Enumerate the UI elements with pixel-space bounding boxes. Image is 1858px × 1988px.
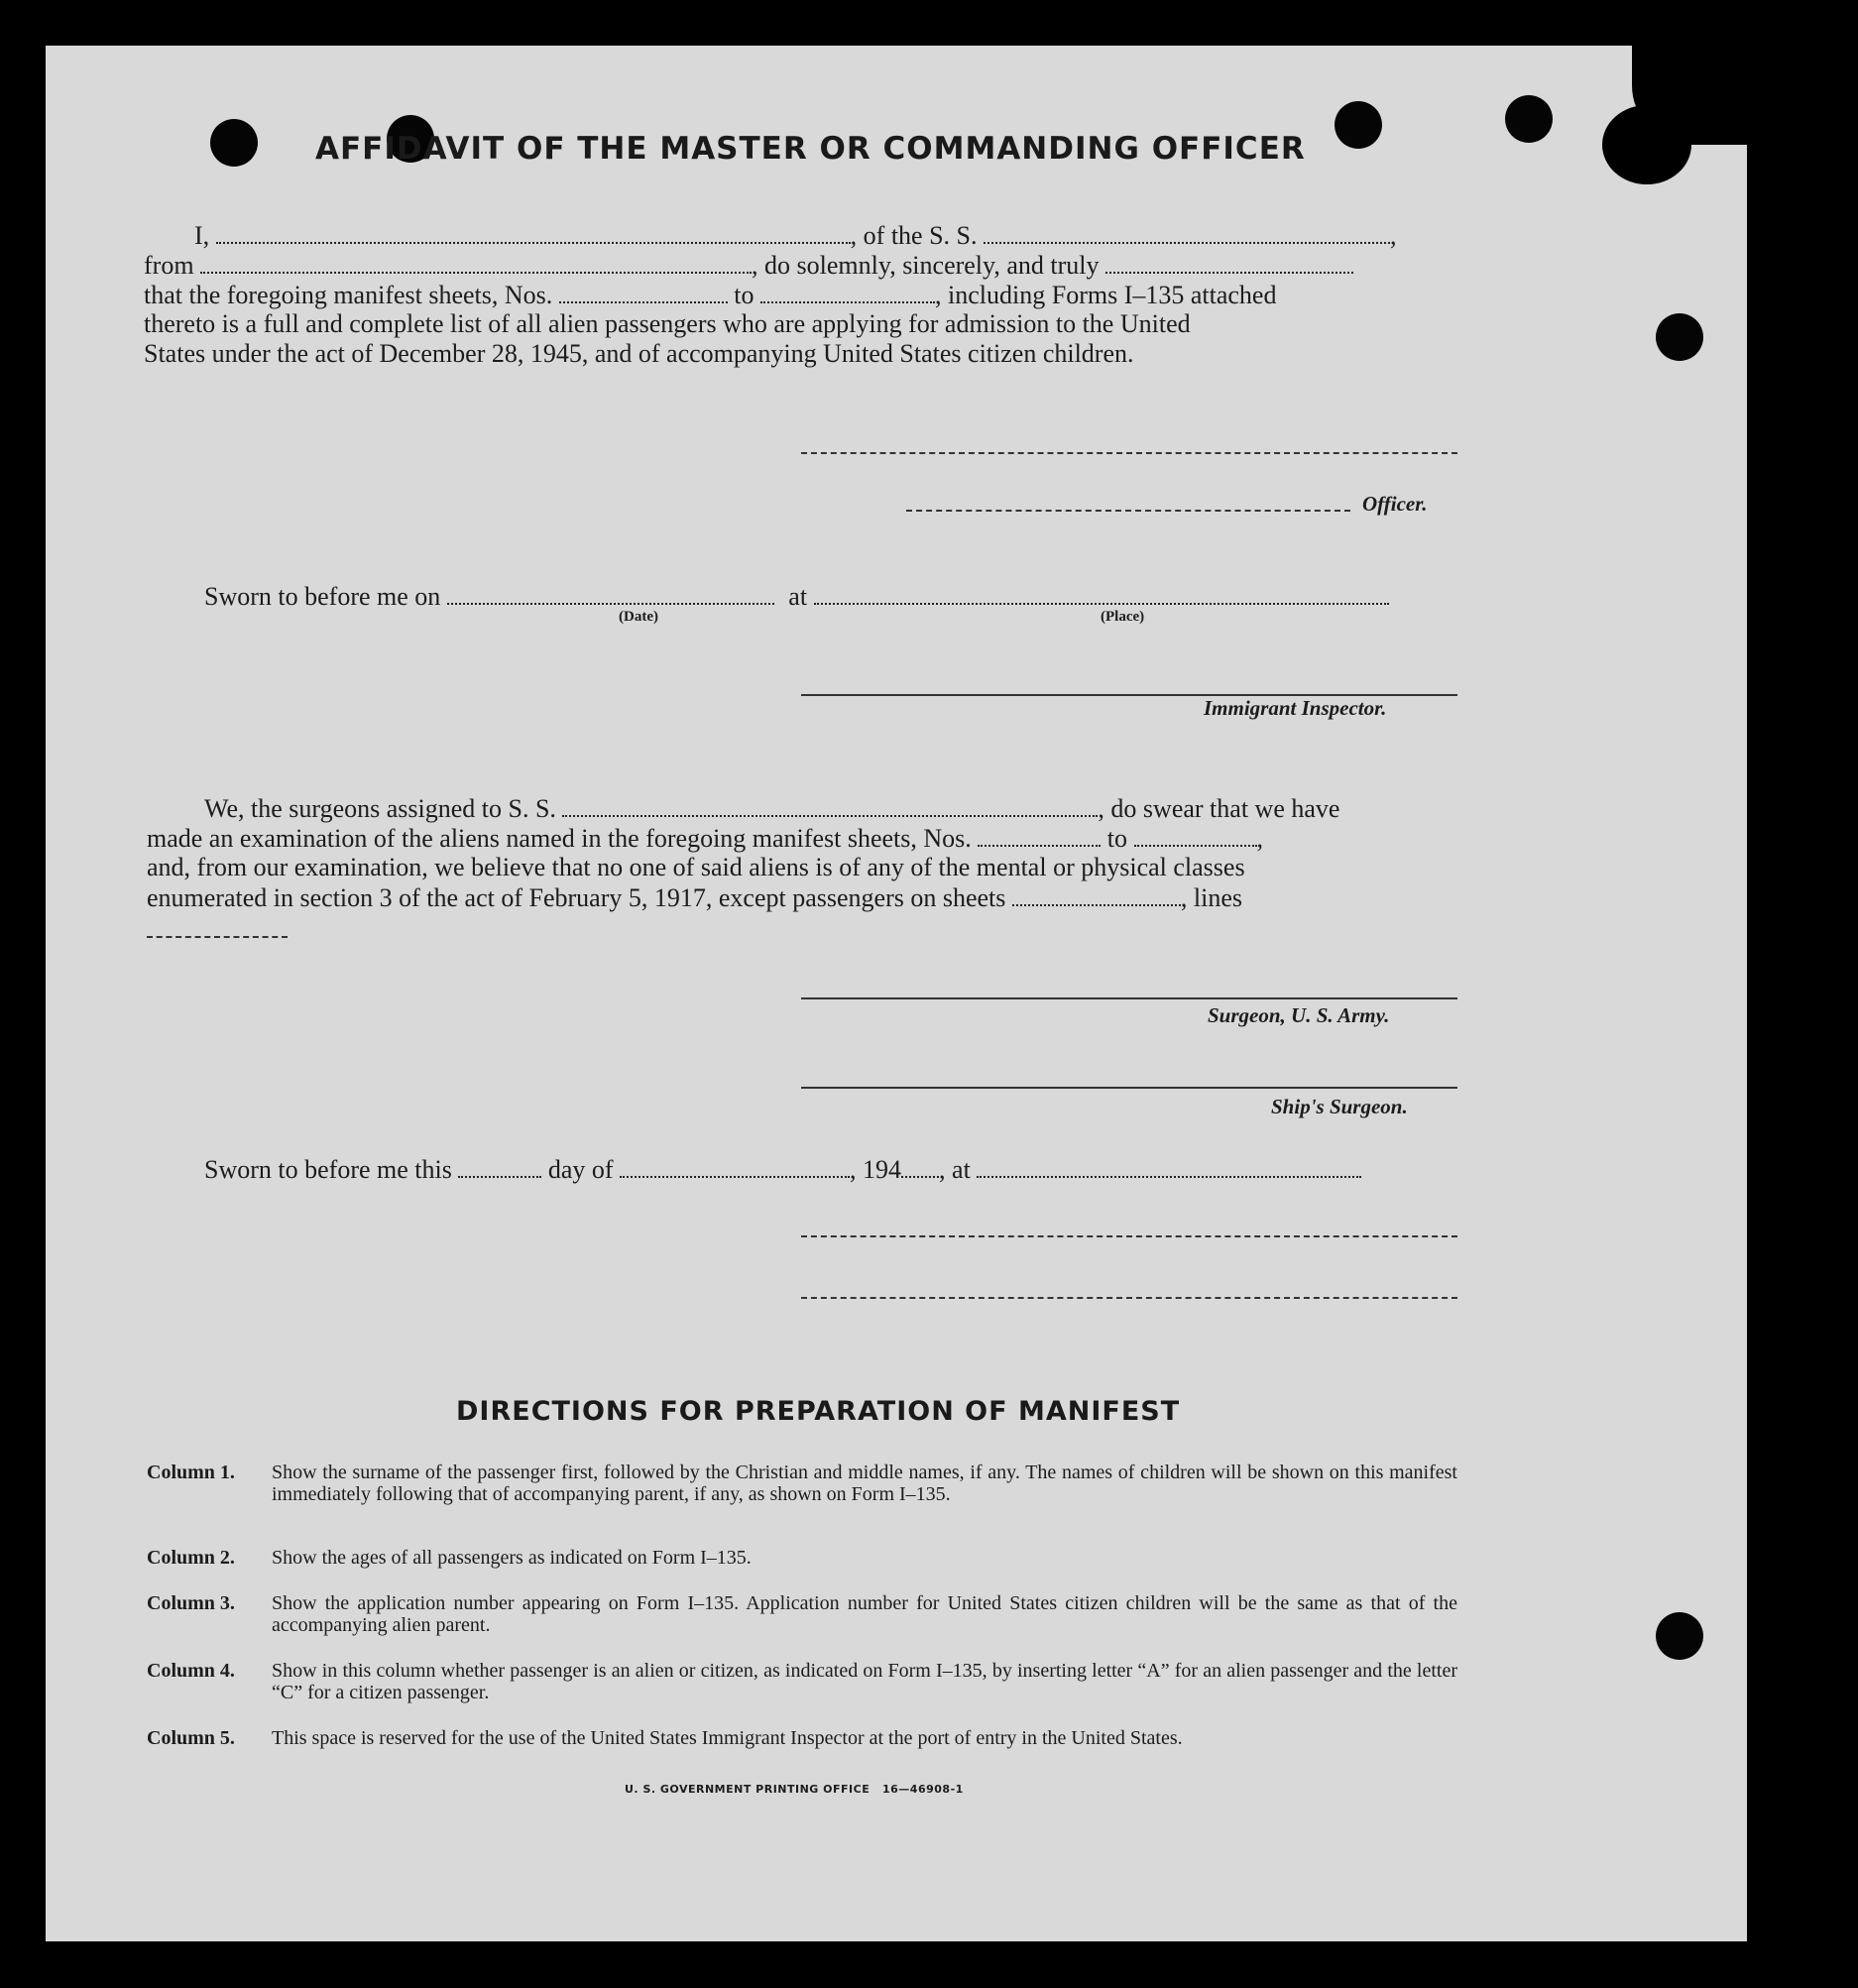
direction-text: Show the application number appearing on Form I–135. Application number for United States citizen children will be the same as that of the accompanying alien parent. bbox=[272, 1592, 1457, 1636]
text-enumerated: enumerated in section 3 of the act of February 5, 1917, except passengers on sheets bbox=[147, 883, 1006, 912]
inspector-label: Immigrant Inspector. bbox=[1204, 696, 1387, 720]
sheet-from-blank[interactable] bbox=[559, 280, 728, 303]
text-i: I, bbox=[194, 221, 210, 250]
text-manifest-sheets: that the foregoing manifest sheets, Nos. bbox=[144, 281, 553, 309]
sworn-signature-line-2[interactable] bbox=[801, 1297, 1457, 1299]
sworn-signature-line-1[interactable] bbox=[801, 1235, 1457, 1237]
sworn-line-2 bbox=[204, 1154, 1361, 1185]
text-sworn: Sworn to before me on bbox=[204, 582, 441, 611]
surgeons-line-1 bbox=[204, 793, 1339, 824]
direction-label: Column 5. bbox=[147, 1727, 235, 1749]
form-sheet bbox=[46, 46, 1747, 1941]
sheet-to-blank[interactable] bbox=[760, 280, 935, 303]
except-sheets-blank[interactable] bbox=[1012, 882, 1181, 906]
torn-corner-edge bbox=[1602, 105, 1691, 184]
date-blank[interactable] bbox=[447, 581, 774, 605]
text-at: , at bbox=[939, 1155, 971, 1184]
affidavit-line-1 bbox=[194, 220, 1397, 251]
swear-blank[interactable] bbox=[1105, 250, 1353, 274]
punch-hole bbox=[1335, 101, 1382, 149]
army-surgeon-signature-line[interactable] bbox=[801, 997, 1457, 999]
affidavit-line-5: States under the act of December 28, 1945, and of accompanying United States citizen children. bbox=[144, 339, 1134, 368]
surgeon-sheet-from-blank[interactable] bbox=[978, 823, 1101, 847]
surgeon-sheet-to-blank[interactable] bbox=[1134, 823, 1257, 847]
punch-hole bbox=[1656, 1612, 1703, 1660]
lines-blank[interactable] bbox=[147, 936, 288, 938]
text-surgeons: We, the surgeons assigned to S. S. bbox=[204, 794, 556, 823]
text-forms: , including Forms I–135 attached bbox=[935, 281, 1277, 309]
text-swear: , do solemnly, sincerely, and truly bbox=[752, 251, 1100, 280]
direction-label: Column 1. bbox=[147, 1462, 235, 1483]
sworn-line-1 bbox=[204, 581, 1389, 612]
direction-label: Column 2. bbox=[147, 1547, 235, 1569]
affidavit-title: AFFIDAVIT OF THE MASTER OR COMMANDING OFFICER bbox=[315, 131, 1306, 167]
name-blank[interactable] bbox=[216, 220, 851, 244]
direction-label: Column 4. bbox=[147, 1660, 235, 1682]
officer-label: Officer. bbox=[1362, 492, 1428, 516]
surgeon-ship-blank[interactable] bbox=[562, 793, 1098, 817]
text-to: to bbox=[1106, 824, 1127, 853]
direction-item bbox=[147, 1592, 1459, 1638]
officer-signature-line-2[interactable] bbox=[906, 510, 1350, 512]
punch-hole bbox=[1505, 95, 1553, 143]
direction-item bbox=[147, 1547, 1459, 1571]
place-blank[interactable] bbox=[814, 581, 1389, 605]
punch-hole bbox=[1656, 313, 1703, 361]
text-lines: , lines bbox=[1180, 883, 1243, 912]
surgeons-line-3: and, from our examination, we believe that no one of said aliens is of any of the mental or physical classes bbox=[147, 853, 1245, 881]
ship-blank[interactable] bbox=[984, 220, 1390, 244]
text-comma: , bbox=[1256, 824, 1263, 853]
month-blank[interactable] bbox=[620, 1154, 850, 1178]
text-comma: , bbox=[1390, 221, 1397, 250]
affidavit-line-2 bbox=[144, 250, 1353, 281]
sworn-place-blank[interactable] bbox=[977, 1154, 1361, 1178]
footer-code: 16—46908-1 bbox=[882, 1783, 964, 1796]
punch-hole bbox=[210, 119, 258, 167]
directions-title: DIRECTIONS FOR PREPARATION OF MANIFEST bbox=[456, 1396, 1181, 1427]
surgeons-line-2 bbox=[147, 823, 1263, 854]
direction-item bbox=[147, 1660, 1459, 1705]
footer-printer: U. S. GOVERNMENT PRINTING OFFICE bbox=[625, 1783, 871, 1796]
surgeons-line-4 bbox=[147, 882, 1242, 913]
officer-signature-line-1[interactable] bbox=[801, 452, 1457, 454]
direction-item bbox=[147, 1727, 1459, 1773]
text-from: from bbox=[144, 251, 194, 280]
affidavit-line-4: thereto is a full and complete list of all alien passengers who are applying for admission to the United bbox=[144, 309, 1191, 338]
text-to: to bbox=[734, 281, 755, 309]
year-blank[interactable] bbox=[901, 1154, 939, 1178]
direction-label: Column 3. bbox=[147, 1592, 235, 1614]
affidavit-line-3 bbox=[144, 280, 1276, 310]
date-caption: (Date) bbox=[619, 609, 658, 625]
direction-text: Show the ages of all passengers as indicated on Form I–135. bbox=[272, 1547, 752, 1569]
ship-surgeon-label: Ship's Surgeon. bbox=[1271, 1095, 1408, 1118]
from-blank[interactable] bbox=[200, 250, 752, 274]
direction-text: This space is reserved for the use of the United States Immigrant Inspector at the port of entry in the United States. bbox=[272, 1727, 1183, 1749]
ship-surgeon-signature-line[interactable] bbox=[801, 1087, 1457, 1089]
text-swear-have: , do swear that we have bbox=[1098, 794, 1340, 823]
text-examination: made an examination of the aliens named in the foregoing manifest sheets, Nos. bbox=[147, 824, 972, 853]
text-at: at bbox=[788, 582, 808, 611]
text-day-of: day of bbox=[547, 1155, 614, 1184]
text-year: , 194 bbox=[850, 1155, 902, 1184]
direction-item bbox=[147, 1462, 1459, 1531]
place-caption: (Place) bbox=[1101, 609, 1145, 625]
text-of-ss: , of the S. S. bbox=[850, 221, 978, 250]
army-surgeon-label: Surgeon, U. S. Army. bbox=[1208, 1003, 1390, 1027]
text-sworn-this: Sworn to before me this bbox=[204, 1155, 452, 1184]
direction-text: Show the surname of the passenger first, followed by the Christian and middle names, if any. The names of children will be shown on this manifest immediately following that of accompanying parent, if any, as shown on Form I–135. bbox=[272, 1462, 1457, 1505]
day-blank[interactable] bbox=[458, 1154, 541, 1178]
direction-text: Show in this column whether passenger is an alien or citizen, as indicated on Form I–135, by inserting letter “A” for an alien passenger and the letter “C” for a citizen passenger. bbox=[272, 1660, 1457, 1703]
